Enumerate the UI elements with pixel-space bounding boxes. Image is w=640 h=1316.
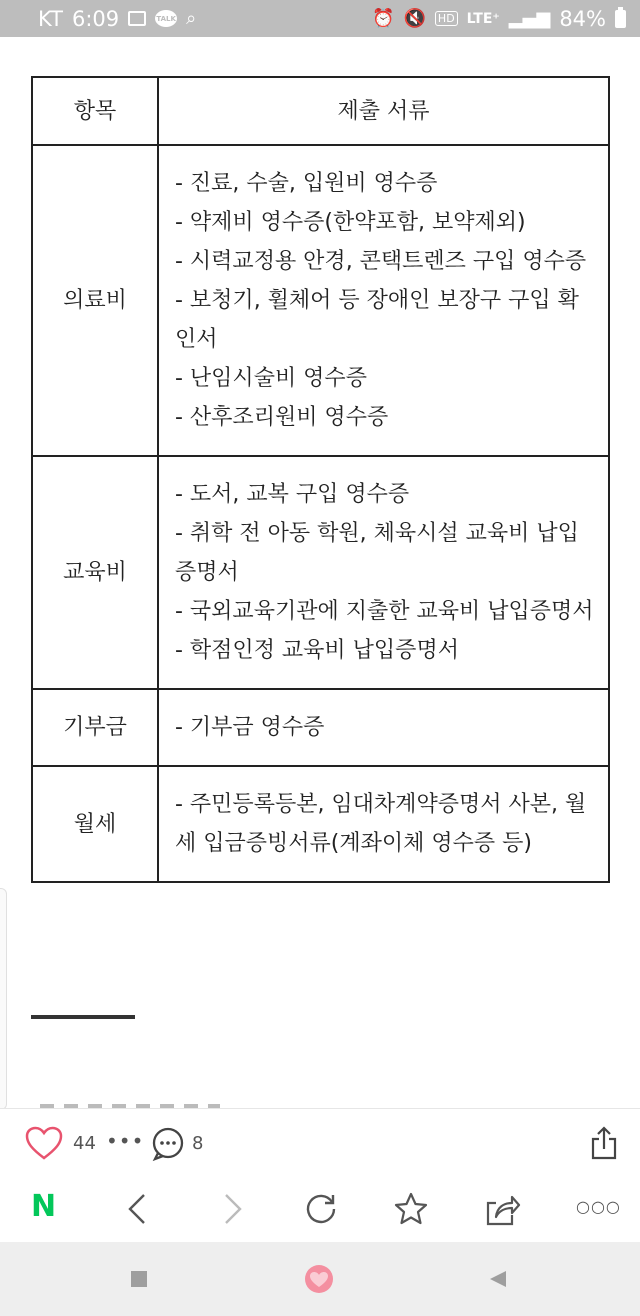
category-cell: 교육비 — [32, 456, 158, 689]
document-item: - 주민등록등본, 임대차계약증명서 사본, 월세 입금증빙서류(계좌이체 영수증 등) — [175, 792, 587, 856]
document-item: - 취학 전 아동 학원, 체육시설 교육비 납입증명서 — [175, 521, 579, 585]
status-bar-left — [38, 7, 196, 31]
table-row — [32, 766, 609, 882]
gallery-notification-icon — [128, 11, 146, 26]
document-item: - 보청기, 휠체어 등 장애인 보장구 구입 확인서 — [175, 288, 579, 352]
document-item: - 국외교육기관에 지출한 교육비 납입증명서 — [175, 599, 594, 624]
navigation-bar — [0, 1242, 640, 1316]
mute-icon: 🔇 — [403, 7, 426, 29]
table-row — [32, 456, 609, 689]
browser-toolbar — [0, 1177, 640, 1242]
signal-icon: ▂▄▆ — [508, 7, 551, 29]
naver-home-button[interactable]: N — [31, 1189, 57, 1224]
heart-icon[interactable] — [24, 1125, 64, 1165]
category-cell: 의료비 — [32, 145, 158, 456]
header-category: 항목 — [32, 77, 158, 145]
documents-cell — [158, 145, 609, 456]
battery-icon — [615, 10, 626, 28]
talk-label: TALK — [156, 14, 176, 23]
document-item: - 약제비 영수증(한약포함, 보약제외) — [175, 210, 526, 235]
documents-cell — [158, 689, 609, 766]
share-icon[interactable] — [590, 1125, 618, 1165]
share-page-icon[interactable] — [484, 1191, 522, 1231]
clipped-paragraph-text — [40, 1098, 220, 1108]
alarm-icon: ⏰ — [372, 7, 395, 29]
documents-cell — [158, 766, 609, 882]
back-icon[interactable] — [124, 1191, 150, 1231]
recent-apps-icon[interactable] — [130, 1270, 148, 1292]
document-item: - 시력교정용 안경, 콘택트렌즈 구입 영수증 — [175, 249, 587, 274]
section-divider — [31, 1015, 135, 1019]
more-menu-button[interactable]: ○○○ — [576, 1197, 621, 1216]
bookmark-star-icon[interactable] — [393, 1191, 429, 1231]
table-row — [32, 145, 609, 456]
required-documents-table — [31, 76, 610, 883]
more-options-button[interactable]: ••• — [106, 1129, 145, 1153]
status-bar — [0, 0, 640, 37]
screenshot-search-icon: ⌕ — [186, 7, 197, 29]
hd-voice-icon: HD — [435, 11, 458, 26]
document-item: - 산후조리원비 영수증 — [175, 405, 389, 430]
document-item: - 진료, 수술, 입원비 영수증 — [175, 171, 438, 196]
status-bar-right — [372, 7, 626, 31]
home-heart-icon[interactable] — [302, 1264, 336, 1298]
table-row — [32, 689, 609, 766]
clock: 6:09 — [71, 6, 120, 31]
back-triangle-icon[interactable] — [488, 1269, 508, 1293]
header-documents: 제출 서류 — [158, 77, 609, 145]
like-count: 44 — [73, 1133, 96, 1154]
category-cell: 월세 — [32, 766, 158, 882]
comment-icon[interactable] — [150, 1126, 186, 1166]
carrier-label: KT — [38, 6, 63, 31]
documents-cell — [158, 456, 609, 689]
scroll-edge-handle[interactable] — [0, 888, 7, 1110]
refresh-icon[interactable] — [303, 1191, 339, 1231]
lte-icon: LTE⁺ — [466, 10, 500, 27]
category-cell: 기부금 — [32, 689, 158, 766]
table-header-row — [32, 77, 609, 145]
document-item: - 도서, 교복 구입 영수증 — [175, 482, 410, 507]
battery-percent: 84% — [559, 6, 606, 31]
document-item: - 기부금 영수증 — [175, 715, 325, 740]
document-item: - 학점인정 교육비 납입증명서 — [175, 638, 459, 663]
document-item: - 난임시술비 영수증 — [175, 366, 367, 391]
kakaotalk-notification-icon — [155, 10, 177, 27]
forward-icon[interactable] — [220, 1191, 246, 1231]
reaction-bar — [0, 1108, 640, 1178]
comment-count: 8 — [192, 1133, 204, 1154]
